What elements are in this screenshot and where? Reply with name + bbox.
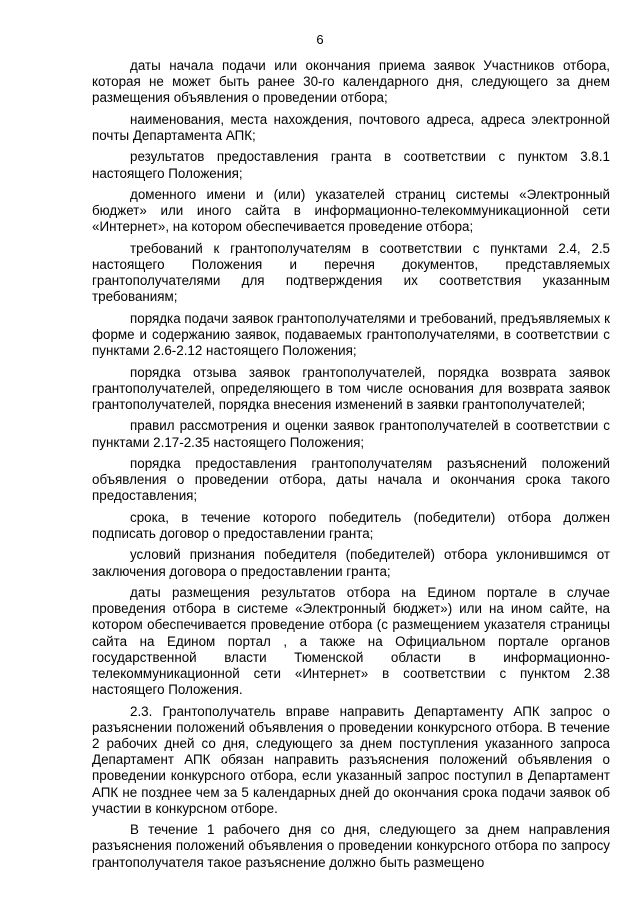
page-number: 6 <box>316 32 324 47</box>
paragraph-application-dates: даты начала подачи или окончания приема заявок Участников отбора, которая не может быть ранее 30-го календарного дня, следующего за днем размещения объявления о проведении отбора; <box>92 58 610 106</box>
paragraph-results-publication: даты размещения результатов отбора на Едином портале в случае проведения отбора в системе «Электронный бюджет») или на ином сайте, на котором обеспечивается проведение отбора (с размещением указателя страницы сайта на Едином портал , а также на Официальном портале органов государственной власти Тюменской области в информационно-телекоммуникационной сети «Интернет» в соответствии с пунктом 2.38 настоящего Положения. <box>92 584 610 698</box>
paragraph-section-2-3: 2.3. Грантополучатель вправе направить Департаменту АПК запрос о разъяснении положений объявления о проведении конкурсного отбора. В течение 2 рабочих дней со дня, следующего за днем поступления указанного запроса Департамент АПК обязан направить разъяснения положений объявления о проведении конкурсного отбора, если указанный запрос поступил в Департамент АПК не позднее чем за 5 календарных дней до окончания срока подачи заявок об участии в конкурсном отборе. <box>92 703 610 816</box>
paragraph-recipient-requirements: требований к грантополучателям в соответствии с пунктами 2.4, 2.5 настоящего Положения и перечня документов, представляемых грантополучателями для подтверждения их соответствия указанным требованиям; <box>92 240 610 305</box>
paragraph-grant-results: результатов предоставления гранта в соответствии с пунктом 3.8.1 настоящего Положения; <box>92 149 610 181</box>
document-body <box>92 58 610 876</box>
paragraph-submission-procedure: порядка подачи заявок грантополучателями и требований, предъявляемых к форме и содержанию заявок, подаваемых грантополучателями, в соответствии с пунктами 2.6-2.12 настоящего Положения; <box>92 310 610 359</box>
paragraph-clarification-publication: В течение 1 рабочего дня со дня, следующего за днем направления разъяснения положений объявления о проведении конкурсного отбора по запросу грантополучателя такое разъяснение должно быть размещено <box>92 822 610 870</box>
paragraph-withdrawal-procedure: порядка отзыва заявок грантополучателей, порядка возврата заявок грантополучателей, определяющего в том числе основания для возврата заявок грантополучателей, порядка внесения изменений в заявки грантополучателей; <box>92 364 610 412</box>
paragraph-department-address: наименования, места нахождения, почтового адреса, адреса электронной почты Департамента АПК; <box>92 111 610 143</box>
paragraph-clarification-procedure: порядка предоставления грантополучателям разъяснений положений объявления о проведении отбора, даты начала и окончания срока такого предоставления; <box>92 455 610 504</box>
paragraph-domain-name: доменного имени и (или) указателей страниц системы «Электронный бюджет» или иного сайта в информационно-телекоммуникационной сети «Интернет», на котором обеспечивается проведение отбора; <box>92 186 610 235</box>
paragraph-signing-deadline: срока, в течение которого победитель (победители) отбора должен подписать договор о предоставлении гранта; <box>92 509 610 541</box>
paragraph-evasion-conditions: условий признания победителя (победителей) отбора уклонившимся от заключения договора о предоставлении гранта; <box>92 547 610 579</box>
paragraph-evaluation-rules: правил рассмотрения и оценки заявок грантополучателей в соответствии с пунктами 2.17-2.35 настоящего Положения; <box>92 418 610 450</box>
